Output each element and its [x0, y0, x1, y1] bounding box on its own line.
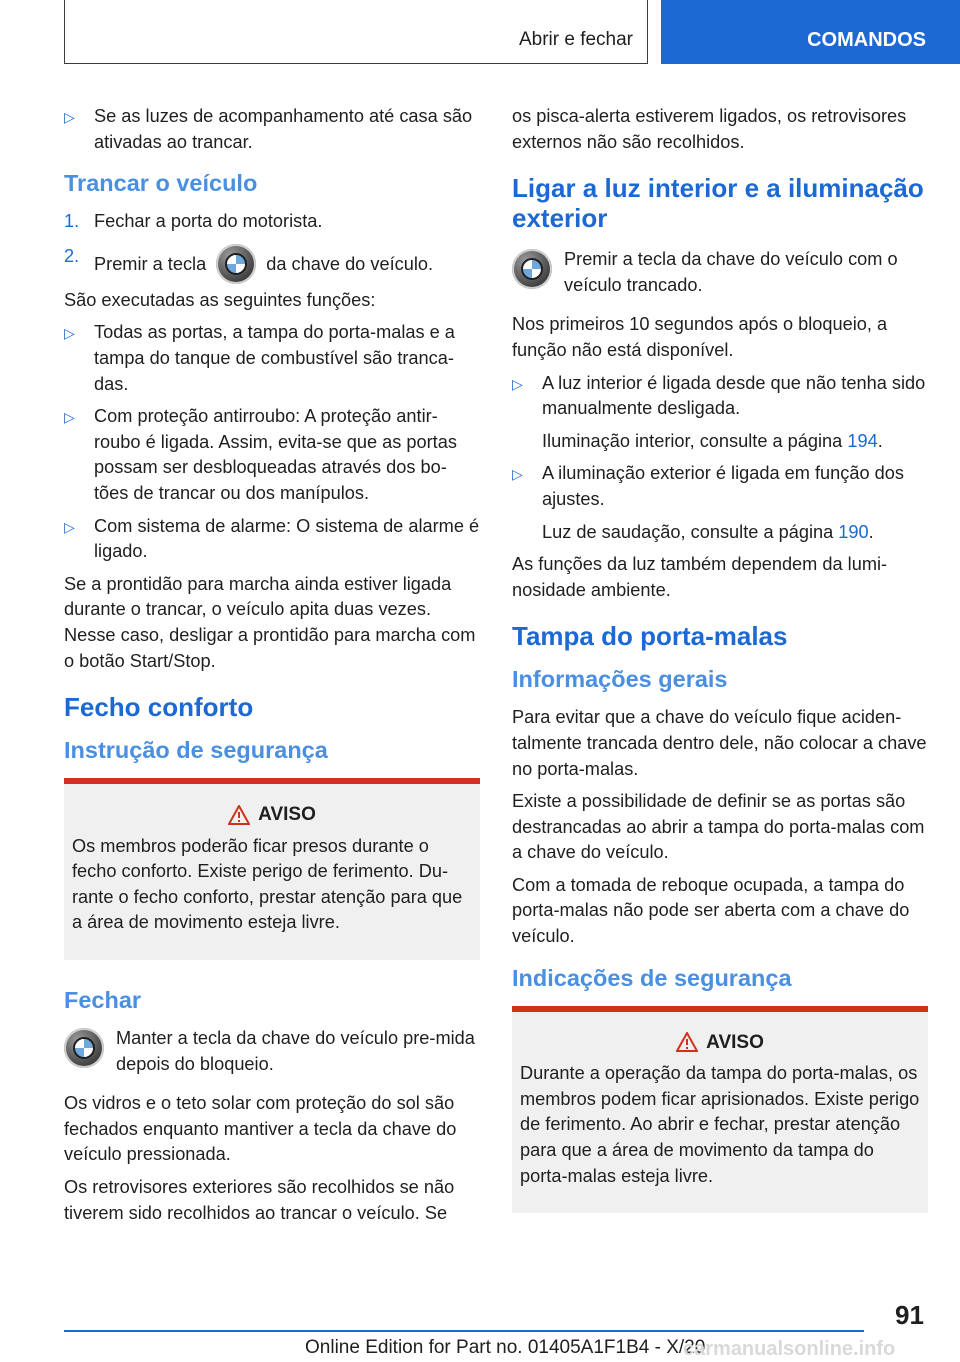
page-link-194[interactable]: 194 — [847, 430, 878, 451]
drive-ready-note: Se a prontidão para marcha ainda estiver ligada durante o trancar, o veículo apita duas vezes. Nesse caso, desligar a prontidão para marcha com o botão Start/Stop. — [64, 573, 476, 671]
list-item: ▷ Todas as portas, a tampa do porta-malas e a tampa do tanque de combustível são tranca-das. — [64, 322, 455, 394]
key-button-icon — [512, 249, 552, 289]
warning-triangle-icon — [228, 805, 250, 825]
header-section-title: Abrir e fechar — [518, 29, 633, 50]
section-heading-light: Ligar a luz interior e a iluminação exterior — [512, 173, 924, 234]
first-seconds-note: Nos primeiros 10 segundos após o bloqueio, a função não está disponível. — [512, 314, 888, 360]
list-item: ▷ Com sistema de alarme: O sistema de alarme é ligado. — [64, 515, 480, 562]
list-item: ▷ A luz interior é ligada desde que não tenha sido manualmente desligada. — [512, 372, 926, 419]
list-item: ▷ A iluminação exterior é ligada em função dos ajustes. — [512, 463, 904, 509]
key-button-icon — [64, 1028, 104, 1068]
bullet-triangle-icon: ▷ — [64, 325, 75, 342]
warning-title: AVISO — [706, 1031, 764, 1053]
footer-edition: Online Edition for Part no. 01405A1F1B4 - X/20 — [305, 1337, 706, 1358]
key-button-icon — [216, 244, 256, 284]
step-item: 2. Premir a tecla da chave do veículo. — [64, 244, 480, 284]
section-heading-comfort: Fecho conforto — [64, 692, 254, 723]
header-chapter-tab[interactable] — [661, 0, 960, 64]
bullet-triangle-icon: ▷ — [512, 375, 523, 392]
windows-text: Os vidros e o teto solar com proteção do sol são fechados enquanto mantiver a tecla da chave do veículo pressionada. — [64, 1093, 457, 1165]
warning-text: Durante a operação da tampa do porta-malas, os membros podem ficar aprisionados. Existe perigo de ferimento. Ao abrir e fechar, prestar atenção para que a área de movimento da tampa do porta-malas esteja livre. — [520, 1063, 920, 1186]
functions-intro: São executadas as seguintes funções: — [64, 289, 376, 310]
warning-box — [512, 1006, 928, 1214]
list-item: ▷ Se as luzes de acompanhamento até casa são ativadas ao trancar. — [64, 106, 473, 152]
warning-text: Os membros poderão ficar presos durante o fecho conforto. Existe perigo de ferimento. Du-rante o fecho conforto, prestar atenção para que a área de movimento esteja livre. — [72, 835, 463, 933]
left-column — [64, 104, 480, 1233]
list-item: ▷ Com proteção antirroubo: A proteção antir-roubo é ligada. Assim, evita-se que as portas possam ser desbloqueadas através dos bo-tões de trancar ou dos manípulos. — [64, 406, 457, 503]
footer-divider — [64, 1330, 864, 1332]
warning-title: AVISO — [258, 804, 316, 826]
section-heading-close: Fechar — [64, 987, 142, 1014]
page-link-190[interactable]: 190 — [838, 521, 869, 542]
watermark: carmanualsonline.info — [683, 1338, 896, 1360]
mirrors-text: Os retrovisores exteriores são recolhidos se não tiverem sido recolhidos ao trancar o veículo. Se — [64, 1177, 455, 1223]
right-column — [512, 104, 928, 1239]
bullet-triangle-icon: ▷ — [512, 466, 523, 483]
general-paragraph: Existe a possibilidade de definir se as portas são destrancadas ao abrir a tampa do porta-malas com a chave do veículo. — [512, 791, 925, 863]
general-paragraph: Para evitar que a chave do veículo fique aciden-talmente trancada dentro dele, não colocar a chave no porta-malas. — [512, 707, 927, 779]
ambient-note: As funções da luz também dependem da lumi-nosidade ambiente. — [512, 554, 888, 600]
section-heading-lock: Trancar o veículo — [64, 170, 258, 197]
warning-box — [64, 778, 480, 960]
bullet-triangle-icon: ▷ — [64, 409, 75, 426]
general-paragraph: Com a tomada de reboque ocupada, a tampa do porta-malas não pode ser aberta com a chave do veículo. — [512, 874, 910, 947]
key-instruction: Manter a tecla da chave do veículo pre-mida depois do bloqueio. — [64, 1026, 480, 1077]
header-chapter-label: COMANDOS — [807, 29, 926, 51]
page-reference: Luz de saudação, consulte a página 190. — [542, 521, 874, 542]
header-section-box — [64, 0, 648, 64]
section-heading-safety-notes: Indicações de segurança — [512, 964, 792, 991]
warning-triangle-icon — [676, 1032, 698, 1052]
page-number: 91 — [895, 1300, 924, 1330]
bullet-triangle-icon: ▷ — [64, 518, 75, 535]
section-heading-tailgate: Tampa do porta-malas — [512, 621, 788, 652]
step-item: 1. Fechar a porta do motorista. — [64, 211, 323, 232]
section-heading-general: Informações gerais — [512, 666, 728, 693]
bullet-triangle-icon: ▷ — [64, 109, 75, 125]
key-instruction: Premir a tecla da chave do veículo com o veículo trancado. — [512, 247, 928, 298]
page-reference: Iluminação interior, consulte a página 194. — [542, 430, 883, 451]
continued-text: os pisca-alerta estiverem ligados, os retrovisores externos não são recolhidos. — [512, 106, 907, 152]
section-heading-safety: Instrução de segurança — [64, 737, 328, 764]
